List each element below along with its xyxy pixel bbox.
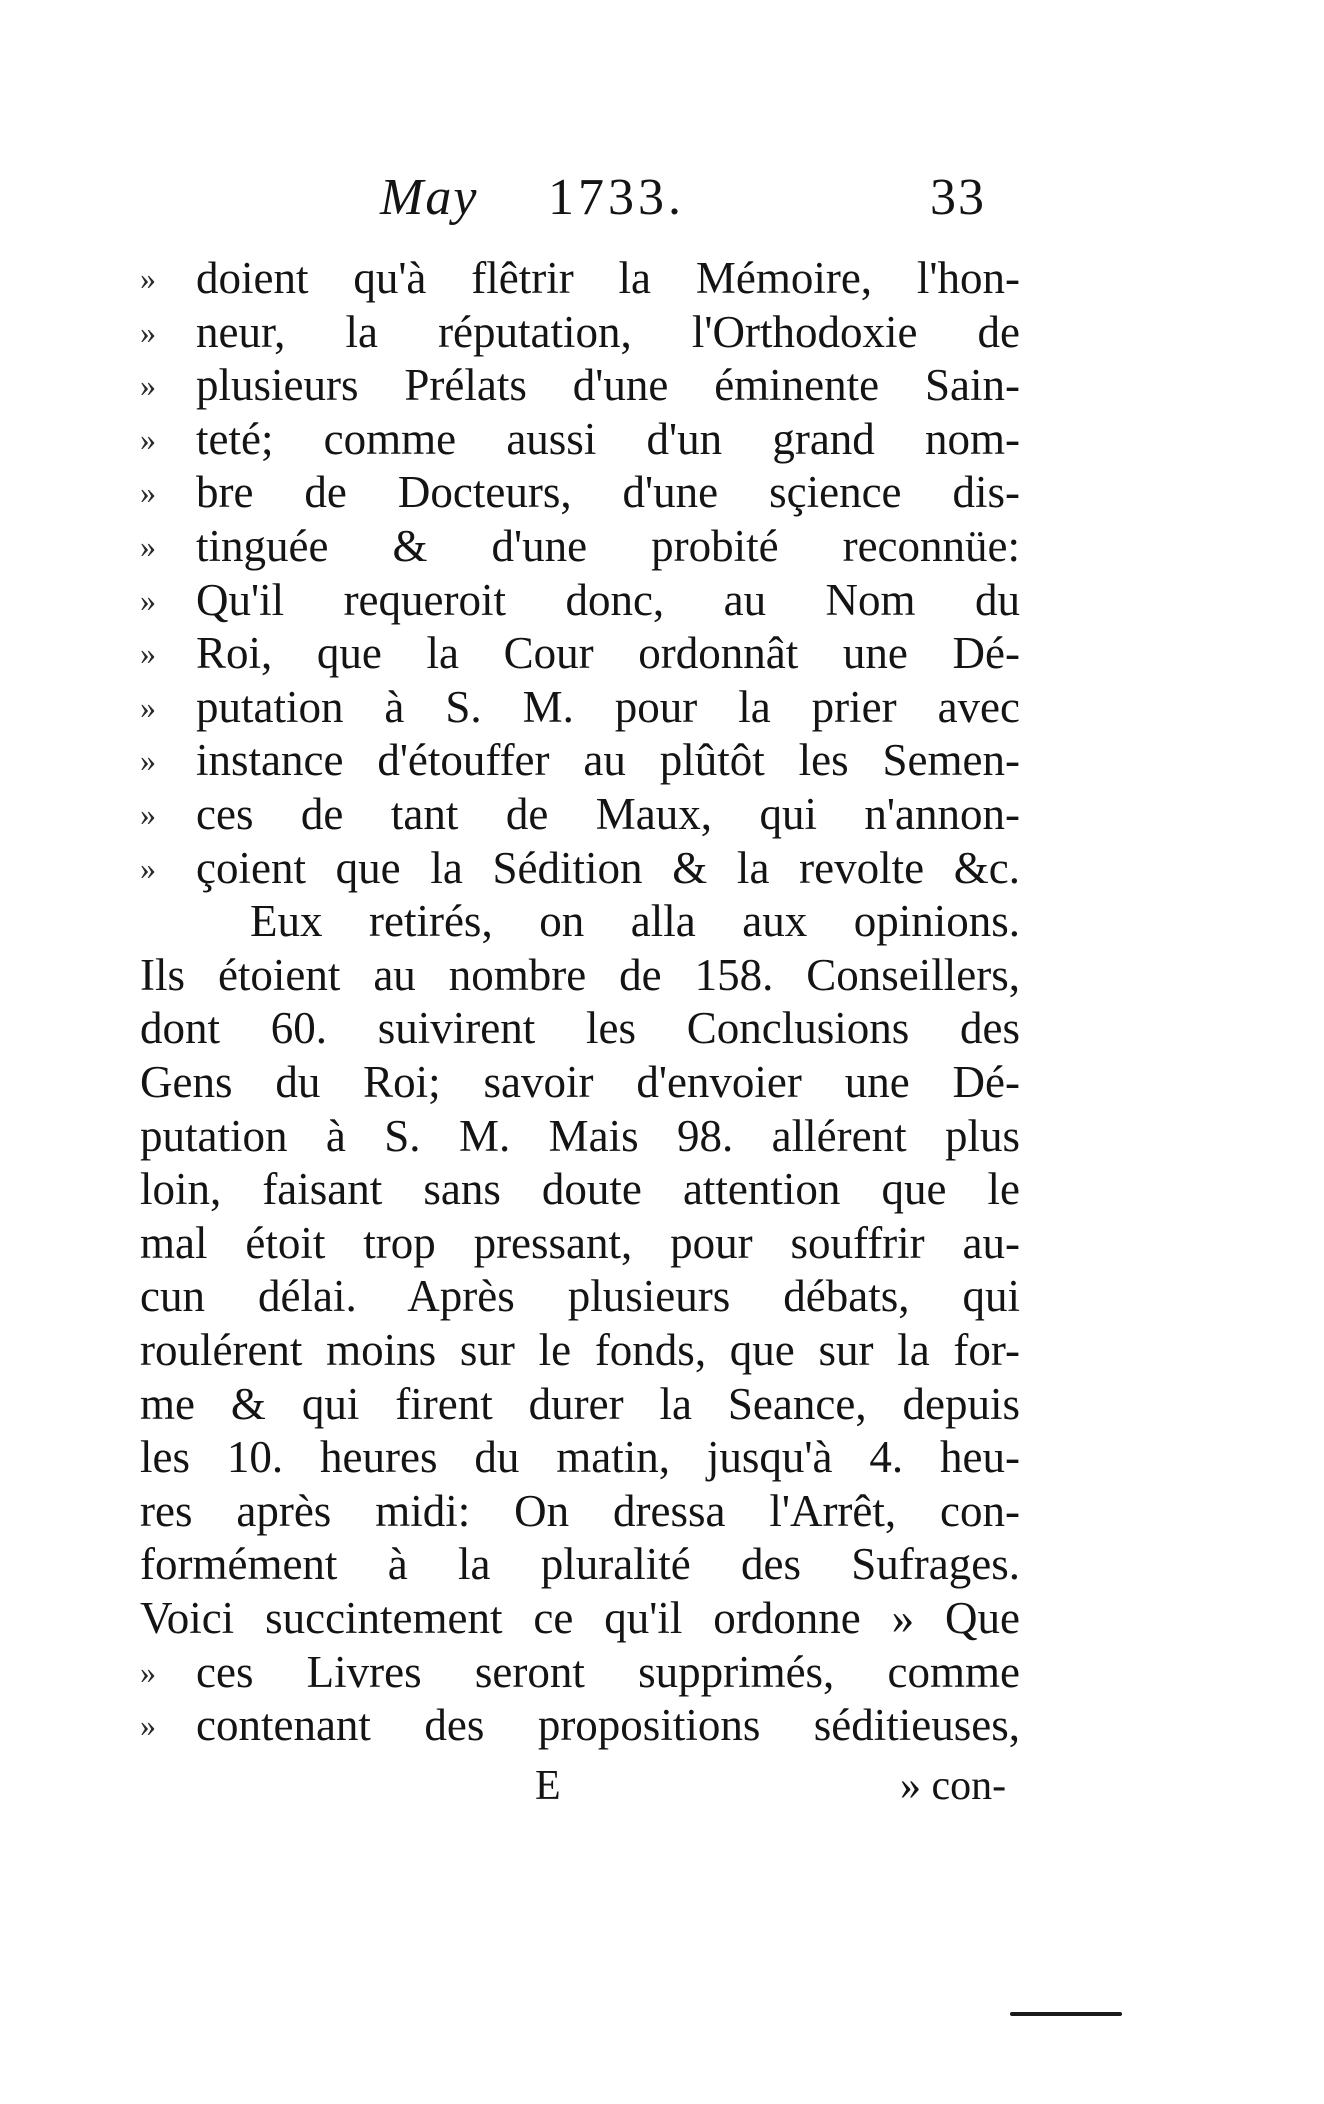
quotation-mark: » xyxy=(140,528,156,564)
line-text: loin, faisant sans doute attention que le xyxy=(140,1164,1020,1215)
line-text: Eux retirés, on alla aux opinions. xyxy=(250,896,1020,947)
line-text: ces de tant de Maux, qui n'annon- xyxy=(196,789,1020,839)
line-text: tinguée & d'une probité reconnüe: xyxy=(196,521,1020,571)
line-text: cun délai. Après plusieurs débats, qui xyxy=(140,1271,1020,1322)
line-text: doient qu'à flêtrir la Mémoire, l'hon- xyxy=(196,253,1020,303)
quotation-mark: » xyxy=(140,1653,156,1690)
quotation-mark: » xyxy=(140,1707,156,1744)
line-text: Roi, que la Cour ordonnât une Dé- xyxy=(196,628,1020,679)
catchword: » con- xyxy=(900,1763,1007,1809)
text-line xyxy=(140,842,1020,894)
text-line xyxy=(140,1110,1020,1162)
text-line xyxy=(140,359,1020,411)
text-line xyxy=(140,1699,1020,1751)
text-line xyxy=(140,1378,1020,1430)
text-line xyxy=(140,1485,1020,1537)
quotation-mark: » xyxy=(140,581,156,618)
quotation-mark: » xyxy=(140,742,156,779)
line-text: Ils étoient au nombre de 158. Conseillers, xyxy=(140,949,1020,1000)
line-text: Gens du Roi; savoir d'envoier une Dé- xyxy=(140,1057,1020,1107)
line-text: contenant des propositions séditieuses, xyxy=(196,1700,1020,1751)
line-text: plusieurs Prélats d'une éminente Sain- xyxy=(196,360,1020,411)
line-text: ces Livres seront supprimés, comme xyxy=(196,1646,1020,1697)
text-line xyxy=(140,520,1020,572)
line-text: çoient que la Sédition & la revolte &c. xyxy=(196,842,1020,893)
quotation-mark: » xyxy=(140,849,156,886)
quotation-mark: » xyxy=(140,796,156,832)
line-text: roulérent moins sur le fonds, que sur la for- xyxy=(140,1325,1020,1375)
line-text: instance d'étouffer au plûtôt les Semen- xyxy=(196,735,1020,786)
text-line xyxy=(140,252,1020,304)
quotation-mark: » xyxy=(140,635,156,672)
text-line xyxy=(140,1538,1020,1590)
quotation-mark: » xyxy=(140,688,156,725)
quotation-mark: » xyxy=(140,260,156,296)
text-line xyxy=(140,1431,1020,1483)
text-line xyxy=(140,1056,1020,1108)
line-text: res après midi: On dressa l'Arrêt, con- xyxy=(140,1485,1020,1536)
text-line xyxy=(140,1324,1020,1376)
text-line xyxy=(140,1592,1020,1644)
line-text: teté; comme aussi d'un grand nom- xyxy=(196,413,1020,464)
text-line xyxy=(140,413,1020,465)
page-number: 33 xyxy=(930,169,986,226)
line-text: bre de Docteurs, d'une sçience dis- xyxy=(196,467,1020,518)
line-text: les 10. heures du matin, jusqu'à 4. heu- xyxy=(140,1432,1020,1483)
line-text: putation à S. M. pour la prier avec xyxy=(196,681,1020,732)
text-line xyxy=(140,1646,1020,1698)
text-line xyxy=(140,466,1020,518)
text-line xyxy=(140,1002,1020,1054)
text-line xyxy=(140,306,1020,358)
text-line xyxy=(140,1270,1020,1322)
text-line xyxy=(140,627,1020,679)
page-header xyxy=(380,168,1020,238)
line-text: dont 60. suivirent les Conclusions des xyxy=(140,1003,1020,1054)
line-text: neur, la réputation, l'Orthodoxie de xyxy=(196,306,1020,357)
quotation-mark: » xyxy=(140,367,156,404)
text-line xyxy=(140,1217,1020,1269)
text-line xyxy=(140,788,1020,840)
text-line xyxy=(140,734,1020,786)
signature-mark: E xyxy=(535,1763,561,1809)
line-text: me & qui firent durer la Seance, depuis xyxy=(140,1378,1020,1429)
quotation-mark: » xyxy=(140,313,156,350)
line-text: mal étoit trop pressant, pour souffrir au- xyxy=(140,1217,1020,1268)
quotation-mark: » xyxy=(140,420,156,457)
text-line xyxy=(140,895,1020,947)
running-year: 1733. xyxy=(548,169,685,226)
line-text: Qu'il requeroit donc, au Nom du xyxy=(196,574,1020,625)
quotation-mark: » xyxy=(140,474,156,511)
text-line xyxy=(140,681,1020,733)
text-line xyxy=(140,574,1020,626)
text-line xyxy=(140,1163,1020,1215)
line-text: formément à la pluralité des Sufrages. xyxy=(140,1539,1020,1590)
text-line xyxy=(140,949,1020,1001)
line-text: Voici succintement ce qu'il ordonne » Que xyxy=(140,1593,1020,1643)
bottom-rule xyxy=(1010,2012,1122,2016)
line-text: putation à S. M. Mais 98. allérent plus xyxy=(140,1110,1020,1161)
running-title: May xyxy=(380,169,479,226)
